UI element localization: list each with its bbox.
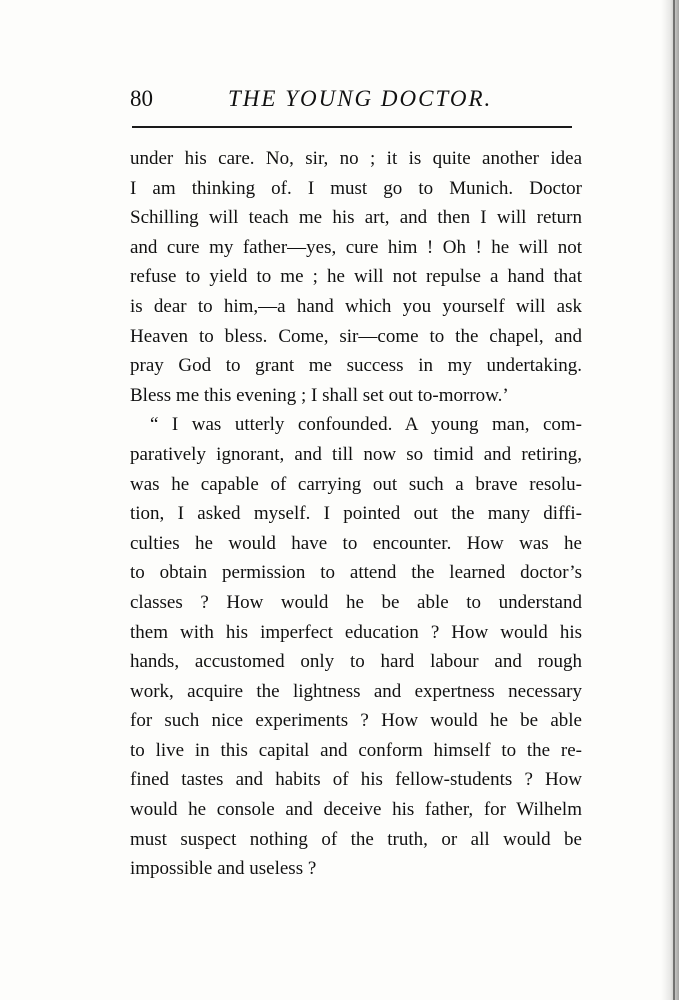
text-line: Schilling will teach me his art, and then I will return — [130, 207, 582, 229]
text-line: I am thinking of. I must go to Munich. Doctor — [130, 177, 582, 199]
text-line: classes ? How would he be able to understand — [130, 591, 582, 613]
text-line: is dear to him,—a hand which you yourself will ask — [130, 295, 582, 317]
text-line: Heaven to bless. Come, sir—come to the chapel, and — [130, 325, 582, 347]
text-line: refuse to yield to me ; he will not repulse a hand that — [130, 266, 582, 288]
text-line: would he console and deceive his father, for Wilhelm — [130, 799, 582, 821]
text-line: Bless me this evening ; I shall set out to-morrow.’ — [130, 384, 509, 406]
text-line: pray God to grant me success in my undertaking. — [130, 355, 582, 377]
running-header — [130, 84, 574, 118]
text-line: tion, I asked myself. I pointed out the many diffi- — [130, 503, 582, 525]
text-line: to live in this capital and conform himself to the re- — [130, 739, 582, 761]
text-line: hands, accustomed only to hard labour and rough — [130, 651, 582, 673]
page-edge-shadow — [661, 0, 679, 1000]
text-line: under his care. No, sir, no ; it is quite another idea — [130, 148, 582, 169]
text-line: work, acquire the lightness and expertness necessary — [130, 680, 582, 702]
running-title: THE YOUNG DOCTOR. — [228, 86, 493, 111]
text-line: impossible and useless ? — [130, 858, 317, 880]
page-edge-line — [673, 0, 675, 1000]
text-line: must suspect nothing of the truth, or all would be — [130, 828, 582, 850]
text-line: culties he would have to encounter. How was he — [130, 532, 582, 554]
text-line: paratively ignorant, and till now so timid and retiring, — [130, 443, 582, 465]
text-line: them with his imperfect education ? How would his — [130, 621, 582, 643]
paragraph-2 — [130, 410, 582, 884]
page-number: 80 — [130, 86, 153, 111]
body-text — [130, 144, 582, 884]
text-line: was he capable of carrying out such a brave resolu- — [130, 473, 582, 495]
text-line: for such nice experiments ? How would he be able — [130, 710, 582, 732]
text-line: to obtain permission to attend the learned doctor’s — [130, 562, 582, 584]
paragraph-1 — [130, 144, 582, 410]
text-line: and cure my father—yes, cure him ! Oh ! he will not — [130, 236, 582, 258]
header-rule — [132, 126, 572, 128]
text-line: “ I was utterly confounded. A young man, com- — [150, 414, 582, 436]
text-line: fined tastes and habits of his fellow-students ? How — [130, 769, 582, 791]
